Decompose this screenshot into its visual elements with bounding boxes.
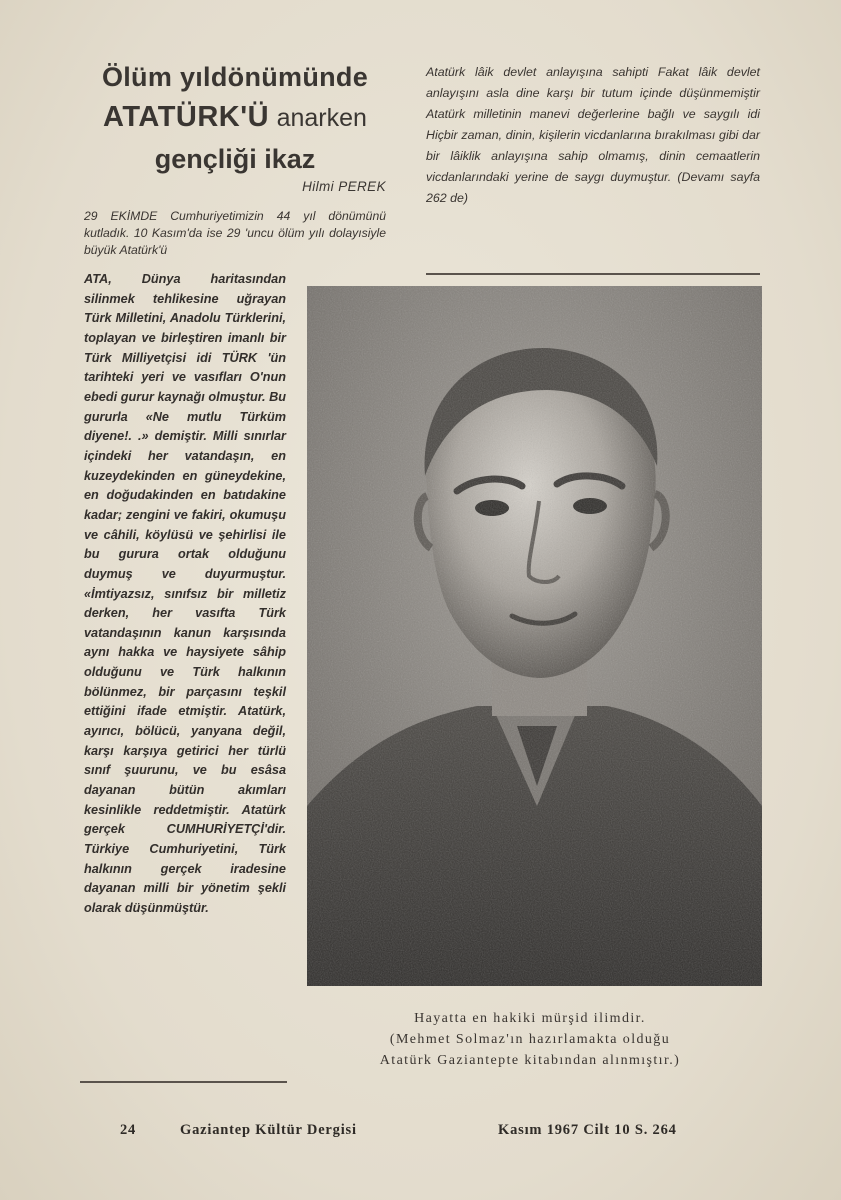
caption-source-line-2: Atatürk Gaziantepte kitabından alınmıştır.) [379, 1053, 681, 1068]
left-column [84, 270, 286, 919]
right-column-rule [426, 273, 760, 275]
photo-caption [300, 1008, 760, 1071]
title-line-3: gençliği ikaz [154, 144, 316, 174]
portrait-illustration [307, 286, 762, 986]
right-column [426, 62, 760, 209]
title-line-2 [80, 101, 390, 134]
title-line-2-main: ATATÜRK'Ü [103, 101, 270, 133]
article-title [80, 58, 390, 175]
continued-note: (Devamı sayfa 262 de) [426, 170, 760, 205]
left-column-text-2: Atatürk gerçek CUMHURİYETÇİ'dir. Türkiye Cumhuriyetini, Türk halkının gerçek iradesine dayanan milli bir yönetim şekli olarak düşünmüştür. [84, 802, 286, 915]
intro-paragraph: 29 EKİMDE Cumhuriyetimizin 44 yıl dönümünü kutladık. 10 Kasım'da ise 29 'uncu ölüm yılı dolayısiyle büyük Atatürk'ü [84, 209, 386, 258]
caption-source-line-1: (Mehmet Solmaz'ın hazırlamakta olduğu [389, 1032, 671, 1047]
author-name: Hilmi PEREK [302, 179, 386, 194]
left-column-rule [80, 1081, 287, 1083]
footer-magazine-title: Gaziantep Kültür Dergisi [180, 1122, 357, 1138]
portrait-photo [307, 286, 762, 986]
right-column-text: Atatürk lâik devlet anlayışına sahipti Fakat lâik devlet anlayışını asla dine karşı bir tutum içinde düşünmemiştir Atatürk milletinin manevi değerlerine bağlı ve saygılı idi Hiçbir zaman, dinin, kişilerin vicdanlarına bırakılması gibi dar bir lâiklik anlayışına sahip olmamış, dinin cemaatlerin vicdanlarındaki yerine de saygı duymuştur. [426, 65, 760, 184]
title-line-1: Ölüm yıldönümünde [101, 62, 369, 92]
title-line-2-rest: anarken [276, 104, 367, 132]
footer-page-number: 24 [120, 1122, 137, 1138]
left-column-text: ATA, Dünya haritasından silinmek tehlikesine uğrayan Türk Milletini, Anadolu Türklerini, toplayan ve birleştiren imanlı bir Türk Milliyetçisi idi TÜRK 'ün tarihteki yeri ve vasıfları O'nun ebedi gurur kaynağı olmuştur. Bu gururla «Ne mutlu Türküm diyene!. .» demiştir. Milli sınırlar içindeki her vatandaşın, en kuzeydekinden en güneydekine, en doğudakinden en batıdakine kadar; zengini ve fakiri, okumuşu ve câhili, köylüsü ve şehirlisi ile bu gurura ortak olduğunu duymuş ve duyurmuştur. «İmtiyazsız, sınıfsız bir milletiz derken, her vasıfta Türk vatandaşının kanun karşısında aynı hakka ve haysiyete sâhip olduğunu ve Türk halkının bölünmez, bir parçasını teşkil ettiğini ifade etmiştir. Atatürk, ayırıcı, bölücü, yanyana değil, karşı karşıya getirici her türlü sınıf şuurunu, ve bu esâsa dayanan bütün akımları kesinlikle reddetmiştir. [84, 272, 286, 817]
footer-issue-info: Kasım 1967 Cilt 10 S. 264 [498, 1122, 677, 1138]
caption-quote: Hayatta en hakiki mürşid ilimdir. [414, 1011, 646, 1026]
